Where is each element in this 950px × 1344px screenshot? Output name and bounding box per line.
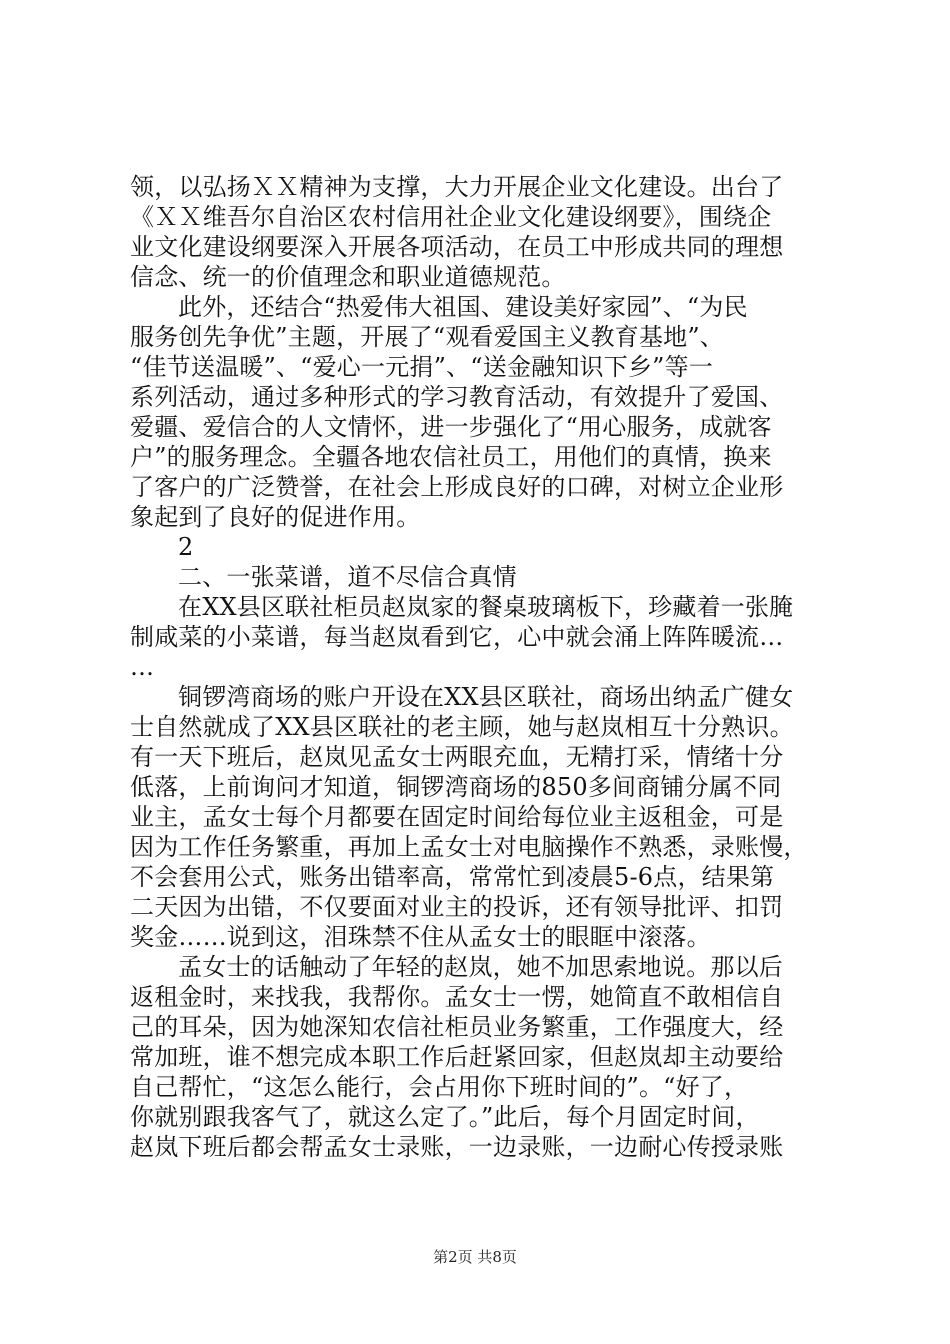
paragraph-start: 此外，还结合“热爱伟大祖国、建设美好家园”、“为民 [178,293,748,321]
text-line: 制咸菜的小菜谱，每当赵岚看到它，心中就会涌上阵阵暖流… [130,623,784,651]
text-line: 服务创先争优”主题，开展了“观看爱国主义教育基地”、 [130,323,725,351]
section-heading: 二、一张菜谱，道不尽信合真情 [178,563,517,591]
page-footer [0,1246,950,1267]
text-line: 士自然就成了XX县区联社的老主顾，她与赵岚相互十分熟识。 [130,713,794,741]
text-line: 业文化建设纲要深入开展各项活动，在员工中形成共同的理想 [130,233,784,261]
paragraph-start: 铜锣湾商场的账户开设在XX县区联社，商场出纳孟广健女 [178,683,794,711]
body-text [130,172,830,1162]
text-line: 户”的服务理念。全疆各地农信社员工，用他们的真情，换来 [130,443,772,471]
text-line: 象起到了良好的促进作用。 [130,503,421,531]
text-line: 业主，孟女士每个月都要在固定时间给每位业主返租金，可是 [130,803,784,831]
text-line: 领，以弘扬ＸＸ精神为支撑，大力开展企业文化建设。出台了 [130,173,784,201]
text-line: 二天因为出错，不仅要面对业主的投诉，还有领导批评、扣罚 [130,893,784,921]
text-line: 返租金时，来找我，我帮你。孟女士一愣，她简直不敢相信自 [130,983,784,1011]
text-line: “佳节送温暖”、“爱心一元捐”、“送金融知识下乡”等一 [130,353,714,381]
page-number: 第2页 共8页 [433,1248,517,1266]
text-line: 奖金……说到这，泪珠禁不住从孟女士的眼眶中滚落。 [130,923,711,951]
text-line: 常加班，谁不想完成本职工作后赶紧回家，但赵岚却主动要给 [130,1043,784,1071]
text-line: 己的耳朵，因为她深知农信社柜员业务繁重，工作强度大，经 [130,1013,784,1041]
text-line: 系列活动，通过多种形式的学习教育活动，有效提升了爱国、 [130,383,784,411]
text-line: 低落，上前询问才知道，铜锣湾商场的850多间商铺分属不同 [130,773,782,801]
text-line: … [130,653,155,681]
text-line: 了客户的广泛赞誉，在社会上形成良好的口碑，对树立企业形 [130,473,784,501]
text-line: 赵岚下班后都会帮孟女士录账，一边录账，一边耐心传授录账 [130,1133,784,1161]
text-line: 因为工作任务繁重，再加上孟女士对电脑操作不熟悉，录账慢， [130,833,808,861]
text-line: 《ＸＸ维吾尔自治区农村信用社企业文化建设纲要》，围绕企 [130,203,772,231]
text-line: 有一天下班后，赵岚见孟女士两眼充血，无精打采，情绪十分 [130,743,784,771]
paragraph-start: 孟女士的话触动了年轻的赵岚，她不加思索地说。那以后 [178,953,783,981]
text-line: 你就别跟我客气了，就这么定了。”此后，每个月固定时间， [130,1103,760,1131]
text-line: 不会套用公式，账务出错率高，常常忙到凌晨5-6点，结果第 [130,863,775,891]
text-line: 信念、统一的价值理念和职业道德规范。 [130,263,566,291]
section-number: 2 [178,533,194,561]
text-line: 自己帮忙，“这怎么能行，会占用你下班时间的”。“好了， [130,1073,749,1101]
text-line: 爱疆、爱信合的人文情怀，进一步强化了“用心服务，成就客 [130,413,772,441]
paragraph-start: 在XX县区联社柜员赵岚家的餐桌玻璃板下，珍藏着一张腌 [178,593,794,621]
